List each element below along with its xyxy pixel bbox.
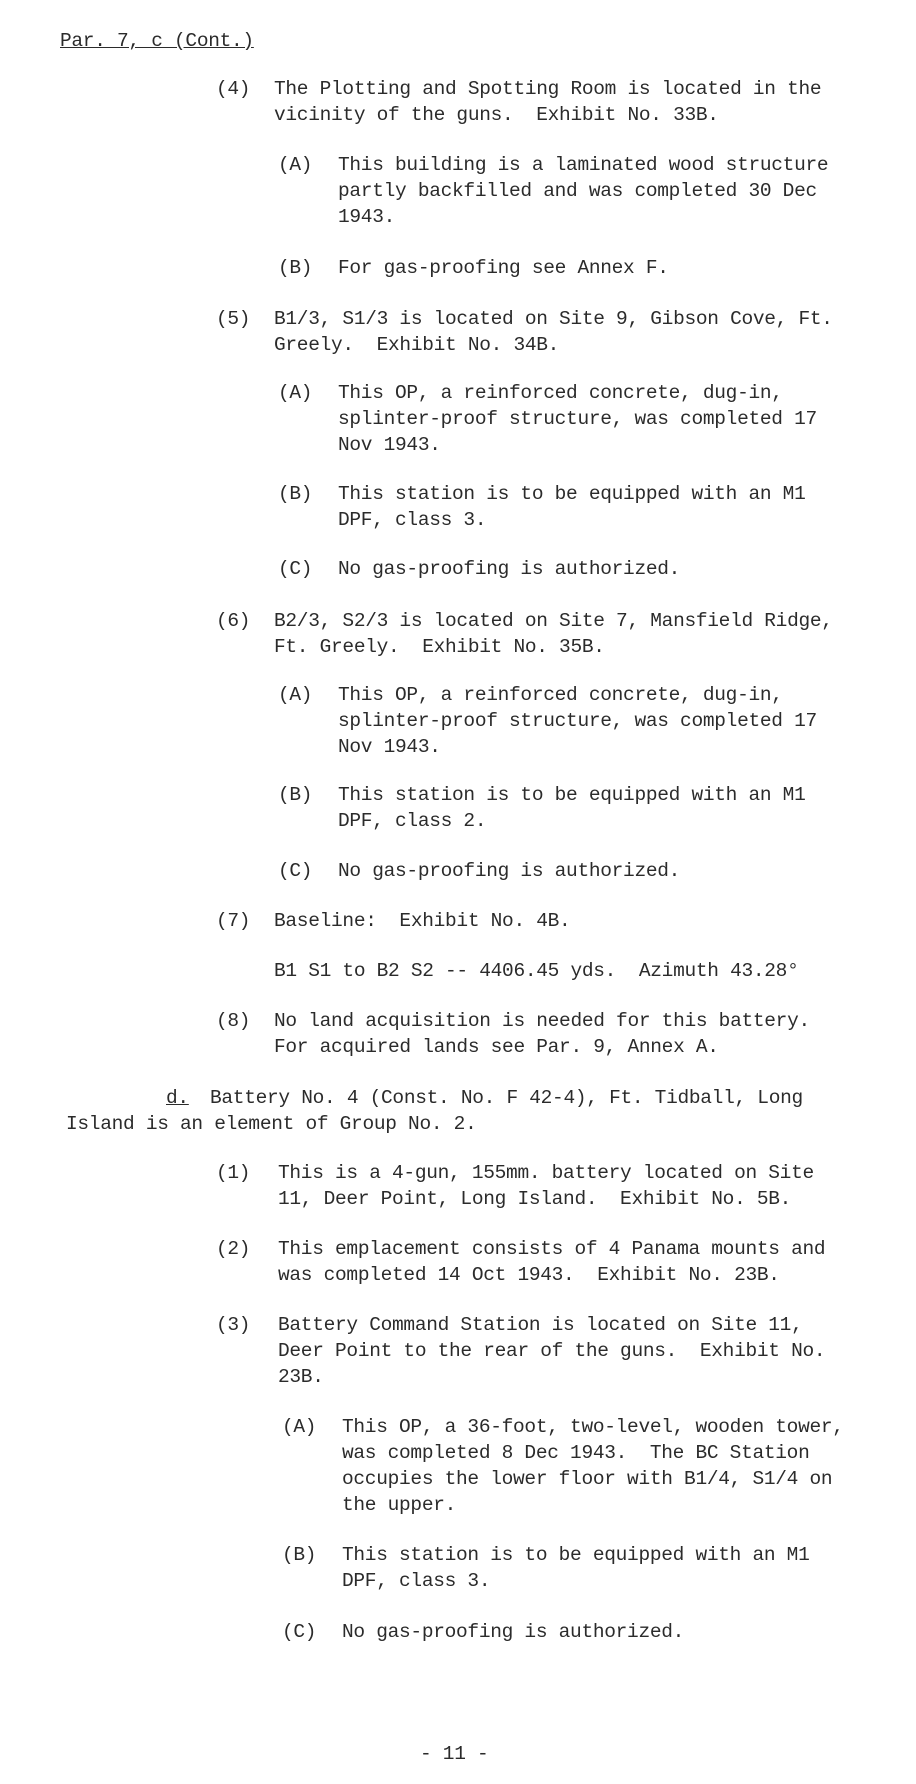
paragraph-line: For gas-proofing see Annex F. (338, 257, 669, 279)
item-number: (3) (216, 1314, 251, 1336)
paragraph-line: Nov 1943. (338, 736, 441, 758)
paragraph-line: DPF, class 2. (338, 810, 487, 832)
paragraph-line: No gas-proofing is authorized. (338, 860, 681, 882)
paragraph-line: This station is to be equipped with an M1 (338, 784, 806, 806)
paragraph-line: This is a 4-gun, 155mm. battery located on Site (278, 1162, 814, 1184)
paragraph-line: Battery Command Station is located on Site 11, (278, 1314, 803, 1336)
paragraph-line: was completed 8 Dec 1943. The BC Station (342, 1442, 810, 1464)
paragraph-line: B2/3, S2/3 is located on Site 7, Mansfield Ridge, (274, 610, 833, 632)
paragraph-line: No gas-proofing is authorized. (342, 1621, 685, 1643)
paragraph-line: was completed 14 Oct 1943. Exhibit No. 23B. (278, 1264, 780, 1286)
item-number: (A) (282, 1416, 317, 1438)
item-number: (B) (278, 483, 313, 505)
paragraph-line: DPF, class 3. (342, 1570, 491, 1592)
paragraph-line: 1943. (338, 206, 396, 228)
paragraph-line: This OP, a reinforced concrete, dug-in, (338, 382, 783, 404)
paragraph-line: No land acquisition is needed for this battery. (274, 1010, 810, 1032)
paragraph-line: This OP, a reinforced concrete, dug-in, (338, 684, 783, 706)
baseline-line: B1 S1 to B2 S2 -- 4406.45 yds. Azimuth 43.28° (274, 960, 799, 982)
paragraph-line: partly backfilled and was completed 30 Dec (338, 180, 817, 202)
item-number: (C) (282, 1621, 317, 1643)
paragraph-line: vicinity of the guns. Exhibit No. 33B. (274, 104, 719, 126)
paragraph-line: Deer Point to the rear of the guns. Exhibit No. (278, 1340, 826, 1362)
item-number: (4) (216, 78, 251, 100)
paragraph-line: Battery No. 4 (Const. No. F 42-4), Ft. Tidball, Long (210, 1087, 803, 1109)
paragraph-line: No gas-proofing is authorized. (338, 558, 681, 580)
paragraph-line: This emplacement consists of 4 Panama mounts and (278, 1238, 826, 1260)
paragraph-line: Island is an element of Group No. 2. (66, 1113, 477, 1135)
item-number: (A) (278, 684, 313, 706)
paragraph-line: the upper. (342, 1494, 457, 1516)
item-number: (5) (216, 308, 251, 330)
item-number: (8) (216, 1010, 251, 1032)
paragraph-line: This OP, a 36-foot, two-level, wooden tower, (342, 1416, 844, 1438)
item-number: (A) (278, 382, 313, 404)
paragraph-line: This station is to be equipped with an M1 (342, 1544, 810, 1566)
item-number: (1) (216, 1162, 251, 1184)
paragraph-line: occupies the lower floor with B1/4, S1/4 on (342, 1468, 833, 1490)
paragraph-line: 23B. (278, 1366, 324, 1388)
paragraph-line: 11, Deer Point, Long Island. Exhibit No. 5B. (278, 1188, 792, 1210)
item-number: (C) (278, 558, 313, 580)
paragraph-line: This building is a laminated wood structure (338, 154, 829, 176)
paragraph-line: DPF, class 3. (338, 509, 487, 531)
paragraph-line: B1/3, S1/3 is located on Site 9, Gibson Cove, Ft. (274, 308, 833, 330)
item-number: (B) (278, 784, 313, 806)
paragraph-line: Greely. Exhibit No. 34B. (274, 334, 560, 356)
section-letter: d. (166, 1087, 189, 1109)
item-number: (B) (278, 257, 313, 279)
paragraph-line: Baseline: Exhibit No. 4B. (274, 910, 571, 932)
paragraph-line: This station is to be equipped with an M1 (338, 483, 806, 505)
item-number: (7) (216, 910, 251, 932)
paragraph-line: Ft. Greely. Exhibit No. 35B. (274, 636, 605, 658)
item-number: (A) (278, 154, 313, 176)
item-number: (B) (282, 1544, 317, 1566)
item-number: (6) (216, 610, 251, 632)
paragraph-line: splinter-proof structure, was completed 17 (338, 408, 817, 430)
paragraph-line: The Plotting and Spotting Room is located in the (274, 78, 822, 100)
paragraph-line: splinter-proof structure, was completed 17 (338, 710, 817, 732)
page-number: - 11 - (420, 1743, 489, 1765)
item-number: (C) (278, 860, 313, 882)
paragraph-line: For acquired lands see Par. 9, Annex A. (274, 1036, 719, 1058)
paragraph-line: Nov 1943. (338, 434, 441, 456)
section-header: Par. 7, c (Cont.) (60, 30, 254, 52)
item-number: (2) (216, 1238, 251, 1260)
